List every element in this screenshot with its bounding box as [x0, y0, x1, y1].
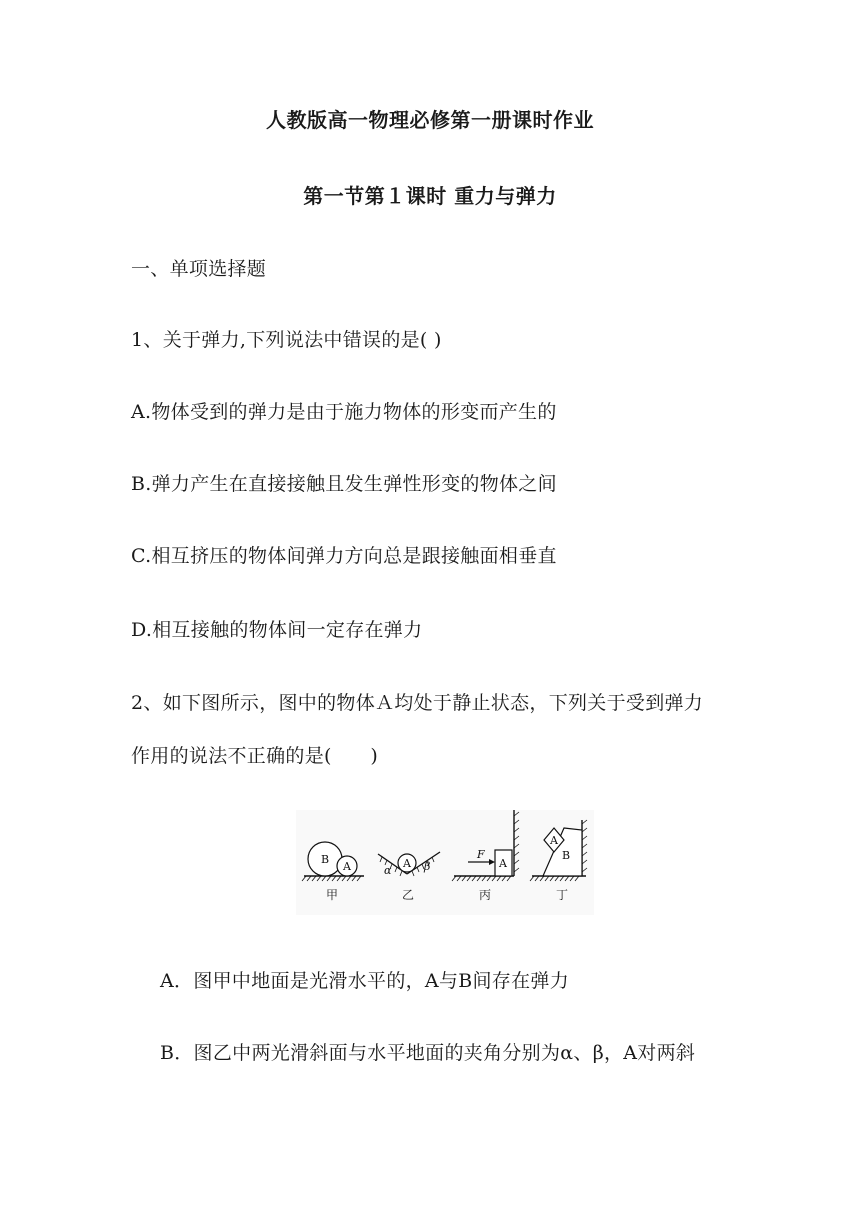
- panel-yi: [378, 852, 440, 902]
- panel-label-ding: 丁: [556, 888, 569, 902]
- q2-option-a: A．图甲中地面是光滑水平的，A与B间存在弹力: [160, 970, 570, 992]
- q1-option-d: D.相互接触的物体间一定存在弹力: [131, 619, 423, 641]
- q1-option-c: C.相互挤压的物体间弹力方向总是跟接触面相垂直: [131, 545, 557, 567]
- q1-stem: 1、关于弹力,下列说法中错误的是( ): [131, 329, 442, 351]
- label-a-yi: A: [403, 857, 411, 870]
- q2-option-b: B．图乙中两光滑斜面与水平地面的夹角分别为α、β，A对两斜: [160, 1042, 696, 1064]
- q2-stem-line1: 2、如下图所示，图中的物体Ａ均处于静止状态，下列关于受到弹力: [131, 692, 704, 714]
- q1-option-a: A.物体受到的弹力是由于施力物体的形变而产生的: [131, 401, 557, 423]
- panel-label-bing: 丙: [479, 888, 492, 902]
- q2-figure-svg: [296, 810, 594, 915]
- label-alpha: α: [384, 864, 392, 877]
- label-beta: β: [424, 860, 431, 873]
- label-f: F: [477, 848, 485, 861]
- panel-jia: [302, 842, 364, 902]
- panel-ding: [530, 820, 587, 902]
- panel-bing: [452, 810, 519, 902]
- label-a-bing: A: [499, 857, 507, 870]
- q1-option-b: B.弹力产生在直接接触且发生弹性形变的物体之间: [131, 473, 557, 495]
- panel-label-yi: 乙: [402, 888, 415, 902]
- label-a-ding: A: [550, 834, 558, 847]
- label-b-jia: B: [321, 853, 330, 866]
- panel-label-jia: 甲: [326, 888, 339, 902]
- section-heading: 一、单项选择题: [131, 258, 267, 280]
- q2-figure: [296, 810, 594, 915]
- force-arrow-head: [489, 859, 495, 865]
- document-title: 人教版高一物理必修第一册课时作业: [266, 108, 594, 132]
- label-a-jia: A: [343, 860, 351, 873]
- label-b-ding: B: [562, 849, 571, 862]
- q2-stem-line2: 作用的说法不正确的是( ): [131, 745, 379, 767]
- lesson-subtitle: 第一节第１课时 重力与弹力: [303, 184, 557, 208]
